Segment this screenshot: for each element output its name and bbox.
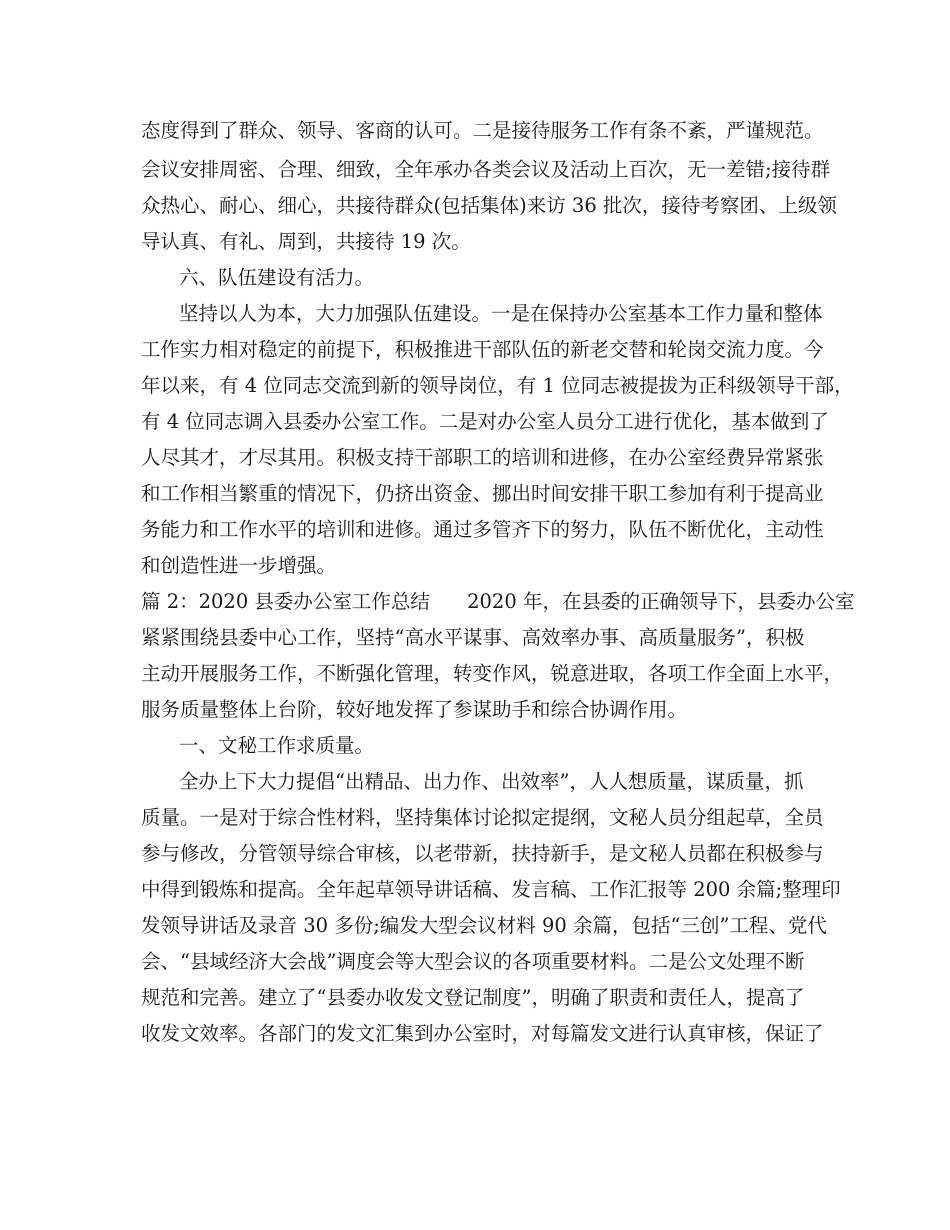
text-line: 质量。一是对于综合性材料，坚持集体讨论拟定提纲，文秘人员分组起草，全员 [141,806,824,829]
text-line: 参与修改，分管领导综合审核，以老带新，扶持新手，是文秘人员都在积极参与 [141,842,824,865]
text-line: 主动开展服务工作，不断强化管理，转变作风，锐意进取，各项工作全面上水平， [141,662,844,685]
text-line: 务能力和工作水平的培训和进修。通过多管齐下的努力，队伍不断优化，主动性 [141,518,824,541]
text-line: 坚持以人为本，大力加强队伍建设。一是在保持办公室基本工作力量和整体 [179,302,823,325]
text-line: 和创造性进一步增强。 [141,554,337,577]
text-line: 人尽其才，才尽其用。积极支持干部职工的培训和进修，在办公室经费异常紧张 [141,446,824,469]
text-line: 发领导讲话及录音 30 多份;编发大型会议材料 90 余篇，包括“三创”工程、党代 [141,914,827,937]
text-line: 会议安排周密、合理、细致，全年承办各类会议及活动上百次，无一差错;接待群 [141,158,831,181]
text-line: 规范和完善。建立了“县委办收发文登记制度”，明确了职责和责任人，提高了 [141,986,805,1009]
text-line: 年以来，有 4 位同志交流到新的领导岗位，有 1 位同志被提拔为正科级领导干部， [141,374,854,397]
text-line: 态度得到了群众、领导、客商的认可。二是接待服务工作有条不紊，严谨规范。 [141,119,824,142]
text-line: 中得到锻炼和提高。全年起草领导讲话稿、发言稿、工作汇报等 200 余篇;整理印 [141,878,841,901]
text-line: 导认真、有礼、周到，共接待 19 次。 [141,230,471,253]
article-heading-line: 篇 2：2020 县委办公室工作总结 2020 年，在县委的正确领导下，县委办公室 [141,590,855,613]
text-line: 服务质量整体上台阶，较好地发挥了参谋助手和综合协调作用。 [141,698,688,721]
text-line: 紧紧围绕县委中心工作，坚持“高水平谋事、高效率办事、高质量服务”，积极 [141,626,805,649]
text-line: 收发文效率。各部门的发文汇集到办公室时，对每篇发文进行认真审核，保证了 [141,1022,824,1045]
section-heading: 六、队伍建设有活力。 [179,266,375,289]
text-line: 众热心、耐心、细心，共接待群众(包括集体)来访 36 批次，接待考察团、上级领 [141,194,837,217]
text-line: 工作实力相对稳定的前提下，积极推进干部队伍的新老交替和轮岗交流力度。今 [141,338,824,361]
section-heading: 一、文秘工作求质量。 [179,734,375,757]
text-line: 和工作相当繁重的情况下，仍挤出资金、挪出时间安排干职工参加有利于提高业 [141,482,824,505]
text-line: 会、“县域经济大会战”调度会等大型会议的各项重要材料。二是公文处理不断 [141,950,805,973]
text-line: 有 4 位同志调入县委办公室工作。二是对办公室人员分工进行优化，基本做到了 [141,410,829,433]
text-line: 全办上下大力提倡“出精品、出力作、出效率”，人人想质量，谋质量，抓 [179,770,804,793]
